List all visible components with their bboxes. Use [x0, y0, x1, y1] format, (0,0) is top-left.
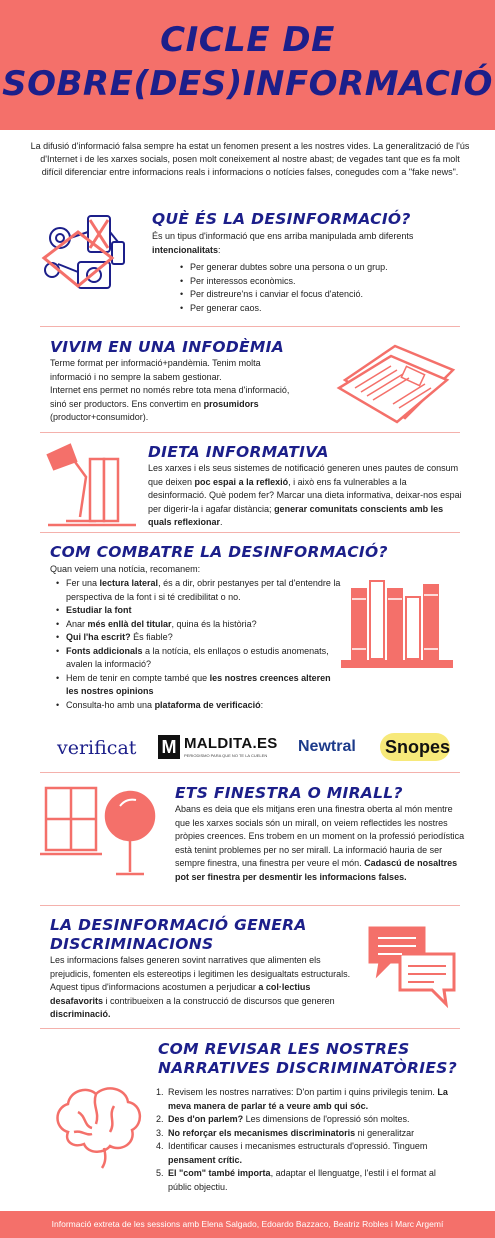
maldita-logo-mark: M	[158, 735, 180, 759]
verificat-logo: verificat	[57, 737, 137, 759]
list-item: • Per distreure'ns i canviar el focus d'atenció.	[178, 288, 468, 302]
heading-combat-disinformation: COM COMBATRE LA DESINFORMACIÓ?	[50, 543, 388, 561]
list-item: • Hem de tenir en compte també que les nostres creences alteren les nostres opinions	[54, 672, 344, 699]
newtral-logo: Newtral	[298, 738, 356, 755]
s6-text: Les informacions falses generen sovint narratives que alimenten els prejudicis, fomenten els estereotips i legitimen les desigualtats estructurals. Aquest tipus d'informacions acostumen a perjudicar a col·lectius desafavorits i contribueixen a la construcció de discursos que generen discriminació.	[50, 955, 351, 1019]
list-item: • Anar més enllà del titular, quina és la història?	[54, 618, 344, 632]
divider	[40, 1028, 460, 1029]
list-item: 3. No reforçar els mecanismes discriminatoris ni generalitzar	[156, 1127, 415, 1138]
s1-bullet-list	[178, 261, 468, 315]
list-item: • Qui l'ha escrit? És fiable?	[54, 631, 344, 645]
s4-lead: Quan veiem una notícia, recomanem:	[50, 564, 201, 574]
divider	[40, 326, 460, 327]
s2-text: Terme format per informació+pandèmia. Tenim molta informació i no sempre la sabem gestionar. Internet ens permet no només rebre tota mena d'informació, sinó ser productors. Ens convertim en prosumidors (productor+consumidor).	[50, 358, 290, 422]
list-item: • Fonts addicionals a la notícia, els enllaços o estudis anomenats, avalen la informació?	[54, 645, 344, 672]
title-banner	[0, 0, 495, 130]
list-item: 1. Revisem les nostres narratives: D'on partim i quins privilegis tenim. La meva manera de parlar té a veure amb qui sóc.	[156, 1087, 448, 1111]
window-mirror-icon	[40, 780, 160, 890]
divider	[40, 532, 460, 533]
heading-what-is-disinformation: QUÈ ÉS LA DESINFORMACIÓ?	[152, 210, 411, 228]
list-item: • Estudiar la font	[54, 604, 344, 618]
intro-paragraph: La difusió d'informació falsa sempre ha estat un fenomen present a les nostres vides. La generalització de l'ús d'Internet i de les xarxes socials, posen molt coneixement al nostre abast; de vegades tant que es fa molt difícil diferenciar entre informacions reals i informacions o notícies falses, conegudes com a "fake news".	[30, 141, 470, 177]
list-item: 4. Identificar causes i mecanismes estructurals d'opressió. Tinguem pensament crític.	[156, 1141, 428, 1165]
divider	[40, 905, 460, 906]
s7-numbered-list	[156, 1086, 461, 1194]
heading-infodemic: VIVIM EN UNA INFODÈMIA	[50, 338, 284, 356]
s1-text: És un tipus d'informació que ens arriba manipulada amb diferents intencionalitats:	[152, 231, 414, 255]
divider	[40, 772, 460, 773]
lamp-books-icon	[40, 437, 140, 532]
brain-icon	[48, 1082, 148, 1172]
list-item: • Per generar caos.	[178, 302, 468, 316]
devices-network-icon	[38, 212, 138, 302]
heading-window-or-mirror: ETS FINESTRA O MIRALL?	[175, 784, 403, 802]
page-title-line-1: CICLE DE	[160, 20, 335, 60]
newspaper-icon	[335, 340, 460, 425]
s4-bullet-list	[54, 577, 344, 712]
maldita-logo-text: MALDITA.ES	[184, 735, 278, 752]
heading-information-diet: DIETA INFORMATIVA	[148, 443, 329, 461]
footer-credits: Informació extreta de les sessions amb Elena Salgado, Edoardo Bazzaco, Beatriz Robles i Marc Argemí	[0, 1211, 495, 1238]
list-item: • Per generar dubtes sobre una persona o un grup.	[178, 261, 468, 275]
list-item: 5. El "com" també importa, adaptar el llenguatge, l'estil i el format al públic objectiu.	[156, 1168, 436, 1192]
snopes-logo: Snopes	[385, 737, 451, 757]
divider	[40, 432, 460, 433]
page-title-line-2: SOBRE(DES)INFORMACIÓ	[2, 64, 493, 104]
s5-text: Abans es deia que els mitjans eren una finestra oberta al món mentre que les xarxes socials són un mirall, on veiem reflectides les nostres pròpies creences. Ens trobem en un moment on la professió periodística està tenint problemes per no ser mirall. La informació hauria de ser sempre finestra, una finestra per veure el món. Cadascú de nosaltres pot ser finestra per desmentir les informacions falses.	[175, 804, 465, 882]
heading-review-narratives-line-2: NARRATIVES DISCRIMINATÒRIES?	[158, 1059, 457, 1077]
list-item: • Per interessos econòmics.	[178, 275, 468, 289]
s3-text: Les xarxes i els seus sistemes de notificació generen unes pautes de consum que deixen poc espai a la reflexió, i això ens fa vulnerables a la desinformació. Què podem fer? Marcar una dieta informativa, deixar-nos espai per digerir-la i agafar distància; generar comunitats conscients amb les quals reflexionar.	[148, 463, 462, 527]
heading-discrimination-line-2: DISCRIMINACIONS	[50, 935, 214, 953]
speech-bubbles-icon	[362, 920, 462, 1010]
heading-review-narratives-line-1: COM REVISAR LES NOSTRES	[158, 1040, 410, 1058]
list-item: 2. Des d'on parlem? Les dimensions de l'opressió són moltes.	[156, 1114, 410, 1124]
heading-discrimination-line-1: LA DESINFORMACIÓ GENERA	[50, 916, 307, 934]
maldita-logo-tagline: PERIODISMO PARA QUE NO TE LA CUELEN	[184, 753, 268, 758]
list-item: • Consulta-ho amb una plataforma de verificació:	[54, 699, 344, 713]
list-item: • Fer una lectura lateral, és a dir, obrir pestanyes per tal d'entendre la perspectiva de la font i si té credibilitat o no.	[54, 577, 344, 604]
books-shelf-icon	[340, 575, 460, 675]
